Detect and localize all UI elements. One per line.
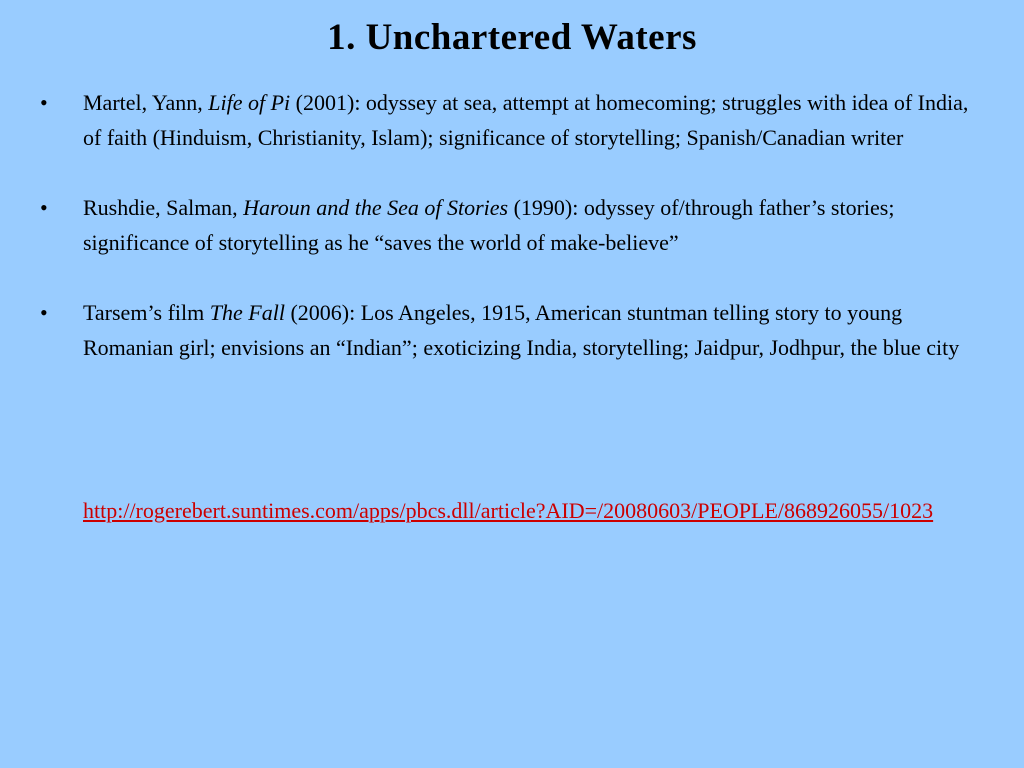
- bullet-item-life-of-pi: [40, 85, 990, 155]
- bullet-text-post: (2001): odyssey at sea, attempt at homecoming; struggles with idea of India, of faith (Hinduism, Christianity, Islam); significance of storytelling; Spanish/Canadian writer: [83, 90, 969, 150]
- bullet-text-pre: Martel, Yann,: [83, 90, 209, 115]
- bullet-list: [40, 85, 990, 365]
- film-title: The Fall: [209, 300, 285, 325]
- bullet-item-the-fall: [40, 295, 990, 365]
- book-title: Haroun and the Sea of Stories: [243, 195, 509, 220]
- bullet-marker: •: [40, 90, 48, 115]
- slide-title: 1. Unchartered Waters: [327, 17, 697, 58]
- bullet-text-post: (1990): odyssey of/through father’s stories; significance of storytelling as he “saves the world of make-believe”: [83, 195, 895, 255]
- bullet-text-pre: Tarsem’s film: [83, 300, 210, 325]
- link-paragraph: [40, 494, 1024, 527]
- book-title: Life of Pi: [208, 90, 291, 115]
- bullet-text-post: (2006): Los Angeles, 1915, American stuntman telling story to young Romanian girl; envisions an “Indian”; exoticizing India, storytelling; Jaidpur, Jodhpur, the blue city: [83, 300, 960, 360]
- bullet-marker: •: [40, 300, 48, 325]
- bullet-item-haroun: [40, 190, 990, 260]
- bullet-marker: •: [40, 195, 48, 220]
- bullet-text-pre: Rushdie, Salman,: [83, 195, 244, 220]
- ebert-review-link[interactable]: http://rogerebert.suntimes.com/apps/pbcs.dll/article?AID=/20080603/PEOPLE/868926055/1023: [83, 498, 934, 523]
